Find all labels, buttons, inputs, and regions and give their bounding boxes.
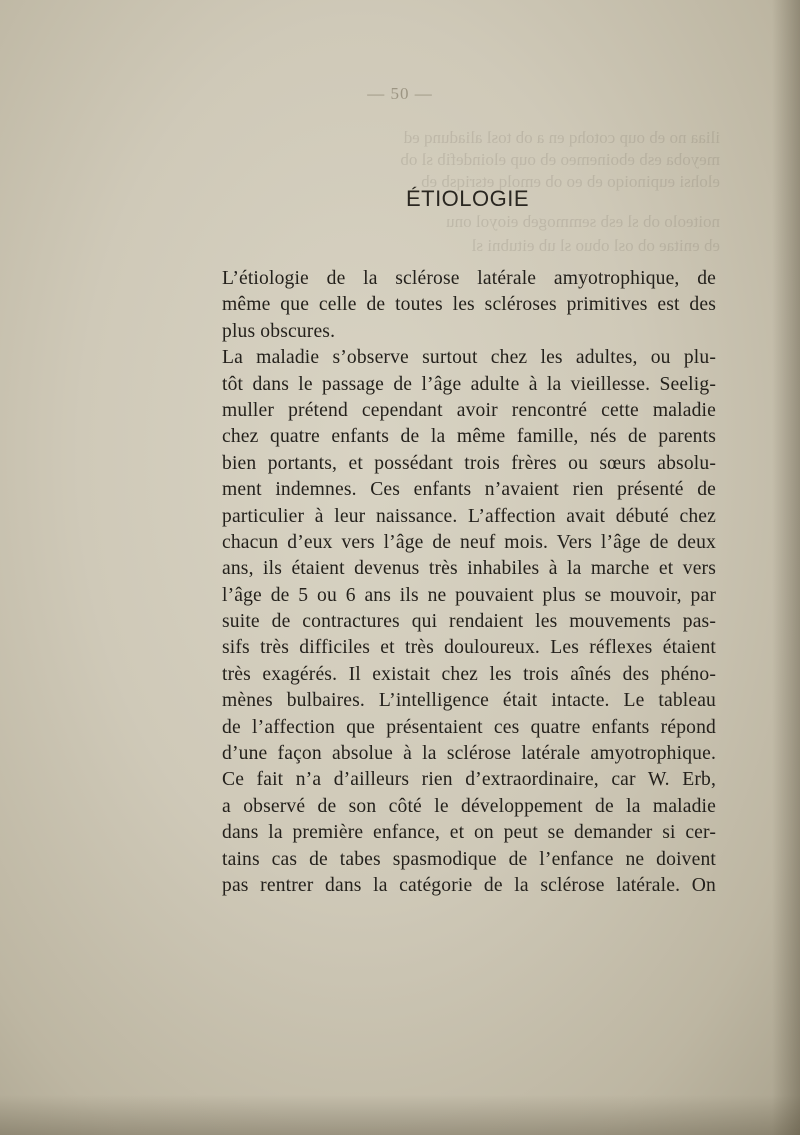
show-through-text: meyoba esb eboinemeo eb oup eloindefib sl ob <box>400 150 720 169</box>
show-through-text: noiteolo ob sl esb semmogeb eioyol onu <box>446 212 720 231</box>
text-line: La maladie s’observe surtout chez les adultes, ou plu- <box>222 347 716 369</box>
text-line: l’âge de 5 ou 6 ans ils ne pouvaient plus se mouvoir, par <box>222 584 716 606</box>
text-line: ans, ils étaient devenus très inhabiles à la marche et vers <box>222 558 716 580</box>
text-line: ment indemnes. Ces enfants n’avaient rien présenté de <box>222 479 716 501</box>
show-through-text: iliaa no eb oup cotohq en a ob tosl aliadunq ed <box>403 128 720 147</box>
page-edge-shadow <box>0 1095 800 1135</box>
page-number: — 50 — <box>367 84 433 103</box>
text-line: tôt dans le passage de l’âge adulte à la vieillesse. Seelig- <box>222 373 716 395</box>
chapter-title: ÉTIOLOGIE <box>405 186 530 211</box>
show-through-text: elohsi eupinoiqo eb eo ob emolq etsriqsb eb <box>421 172 720 191</box>
text-line: d’une façon absolue à la sclérose latérale amyotrophique. <box>222 743 716 765</box>
text-line: très exagérés. Il existait chez les trois aînés des phéno- <box>222 663 716 685</box>
text-line: pas rentrer dans la catégorie de la sclérose latérale. On <box>222 874 716 896</box>
text-line: dans la première enfance, et on peut se demander si cer- <box>222 822 716 844</box>
text-line: bien portants, et possédant trois frères ou sœurs absolu- <box>222 452 716 474</box>
text-line: Ce fait n’a d’ailleurs rien d’extraordinaire, car W. Erb, <box>222 769 716 791</box>
text-line: tains cas de tabes spasmodique de l’enfance ne doivent <box>222 848 716 870</box>
text-line: plus obscures. <box>222 320 336 342</box>
body-paragraphs <box>222 266 716 899</box>
text-line: suite de contractures qui rendaient les mouvements pas- <box>222 611 716 633</box>
text-line: L’étiologie de la sclérose latérale amyotrophique, de <box>222 268 716 289</box>
page-edge-shadow <box>772 0 800 1135</box>
text-line: même que celle de toutes les scléroses primitives est des <box>222 294 716 316</box>
text-line: a observé de son côté le développement de la maladie <box>222 795 716 817</box>
text-line: muller prétend cependant avoir rencontré cette maladie <box>222 399 716 421</box>
text-line: de l’affection que présentaient ces quatre enfants répond <box>222 716 716 738</box>
show-through-text: eb enitae ob osl obuo sl ub eitubni sl <box>471 236 720 255</box>
text-line: chacun d’eux vers l’âge de neuf mois. Vers l’âge de deux <box>222 531 716 553</box>
text-line: mènes bulbaires. L’intelligence était intacte. Le tableau <box>222 690 716 712</box>
text-line: particulier à leur naissance. L’affection avait débuté chez <box>222 505 716 527</box>
text-line: chez quatre enfants de la même famille, nés de parents <box>222 426 716 448</box>
text-line: sifs très difficiles et très douloureux. Les réflexes étaient <box>222 637 716 659</box>
